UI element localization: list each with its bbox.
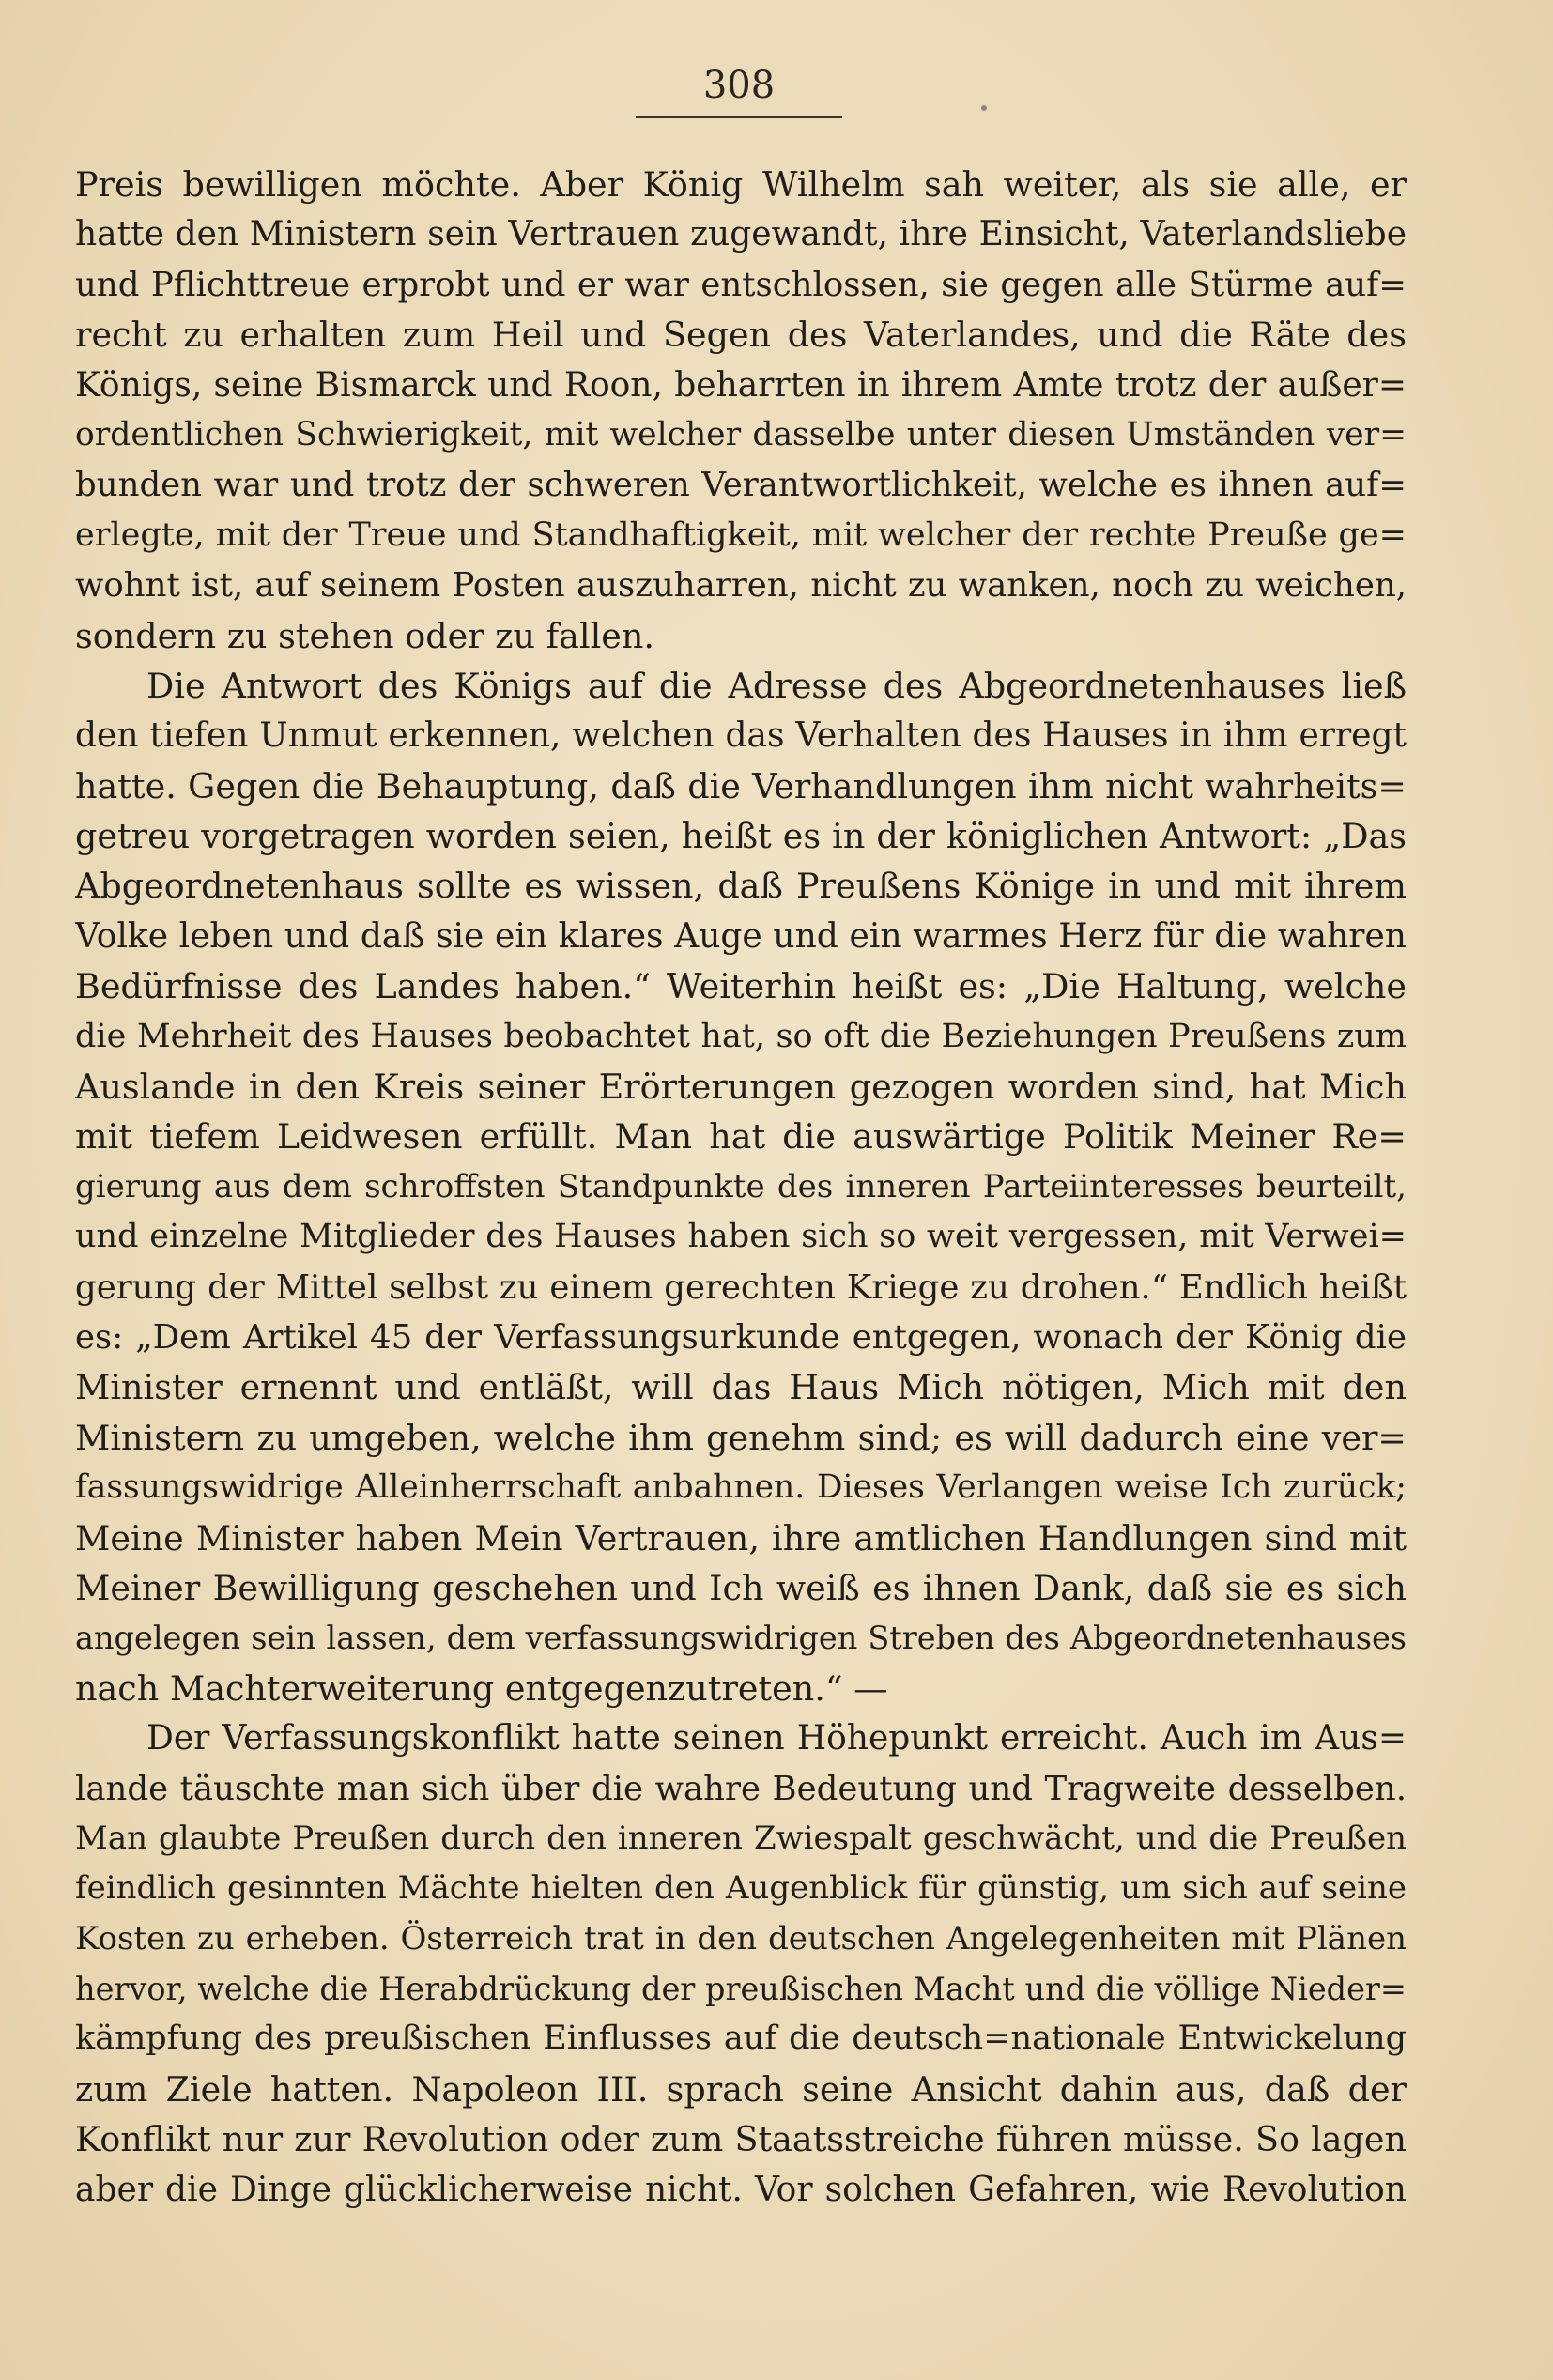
text-line: lande täuschte man sich über die wahre Bedeutung und Tragweite desselben. [75,1769,1407,1808]
text-line: Man glaubte Preußen durch den inneren Zwiespalt geschwächt, und die Preußen [75,1819,1407,1857]
text-line: und einzelne Mitglieder des Hauses haben sich so weit vergessen, mit Verwei= [75,1218,1407,1256]
text-line: Konflikt nur zur Revolution oder zum Staatsstreiche führen müsse. So lagen [75,2119,1407,2160]
text-line: Preis bewilligen möchte. Aber König Wilhelm sah weiter, als sie alle, er [75,164,1407,205]
text-line: Volke leben und daß sie ein klares Auge und ein warmes Herz für die wahren [75,916,1407,956]
paper-speck [981,105,987,111]
text-line: hervor, welche die Herabdrückung der preußischen Macht und die völlige Nieder= [75,1971,1407,2008]
text-line: feindlich gesinnten Mächte hielten den Augenblick für günstig, um sich auf seine [75,1869,1407,1908]
text-line: Königs, seine Bismarck und Roon, beharrten in ihrem Amte trotz der außer= [75,365,1407,405]
text-line: Der Verfassungskonflikt hatte seinen Höhepunkt erreicht. Auch im Aus= [146,1719,1407,1758]
text-line: es: „Dem Artikel 45 der Verfassungsurkunde entgegen, wonach der König die [75,1317,1407,1357]
text-line: sondern zu stehen oder zu fallen. [75,615,654,656]
header-rule [636,116,842,118]
text-line: Meiner Bewilligung geschehen und Ich weiß es ihnen Dank, daß sie es sich [75,1567,1407,1608]
text-line: recht zu erhalten zum Heil und Segen des Vaterlandes, und die Räte des [75,315,1407,356]
text-line: den tiefen Unmut erkennen, welchen das Verhalten des Hauses in ihm erregt [75,716,1407,756]
text-line: Die Antwort des Königs auf die Adresse des Abgeordnetenhauses ließ [146,665,1407,706]
text-line: Ministern zu umgeben, welche ihm genehm sind; es will dadurch eine ver= [75,1417,1407,1458]
text-line: Auslande in den Kreis seiner Erörterungen gezogen worden sind, hat Mich [75,1067,1407,1108]
text-line: aber die Dinge glücklicherweise nicht. Vor solchen Gefahren, wie Revolution [75,2170,1407,2209]
text-line: ordentlichen Schwierigkeit, mit welcher dasselbe unter diesen Umständen ver= [75,415,1407,453]
text-line: gierung aus dem schroffsten Standpunkte des inneren Parteiinteresses beurteilt, [75,1167,1407,1205]
text-line: kämpfung des preußischen Einflusses auf die deutsch=nationale Entwickelung [75,2019,1407,2058]
text-line: hatte den Ministern sein Vertrauen zugewandt, ihre Einsicht, Vaterlandsliebe [75,215,1407,254]
text-line: erlegte, mit der Treue und Standhaftigkeit, mit welcher der rechte Preuße ge= [75,515,1407,554]
text-line: und Pflichttreue erprobt und er war entschlossen, sie gegen alle Stürme auf= [75,265,1407,304]
text-line: fassungswidrige Alleinherrschaft anbahnen. Dieses Verlangen weise Ich zurück; [75,1468,1407,1507]
text-line: Meine Minister haben Mein Vertrauen, ihre amtlichen Handlungen sind mit [75,1517,1407,1559]
text-line: gerung der Mittel selbst zu einem gerechten Kriege zu drohen.“ Endlich heißt [75,1267,1407,1307]
page-number: 308 [702,64,776,107]
text-line: getreu vorgetragen worden seien, heißt es in der königlichen Antwort: „Das [75,816,1407,857]
text-line: bunden war und trotz der schweren Verantwortlichkeit, welche es ihnen auf= [75,466,1407,505]
body-text [75,160,1407,2215]
text-line: Bedürfnisse des Landes haben.“ Weiterhin heißt es: „Die Haltung, welche [75,966,1407,1007]
text-line: Minister ernennt und entläßt, will das Haus Mich nötigen, Mich mit den [75,1367,1407,1408]
text-line: Kosten zu erheben. Österreich trat in den deutschen Angelegenheiten mit Plänen [75,1919,1407,1958]
text-line: hatte. Gegen die Behauptung, daß die Verhandlungen ihm nicht wahrheits= [75,765,1407,806]
text-line: wohnt ist, auf seinem Posten auszuharren, nicht zu wanken, noch zu weichen, [75,566,1407,606]
text-line: nach Machterweiterung entgegenzutreten.“ — [75,1667,888,1709]
text-line: Abgeordnetenhaus sollte es wissen, daß Preußens Könige in und mit ihrem [75,866,1407,907]
text-line: mit tiefem Leidwesen erfüllt. Man hat die auswärtige Politik Meiner Re= [75,1116,1407,1158]
text-line: die Mehrheit des Hauses beobachtet hat, so oft die Beziehungen Preußens zum [75,1017,1407,1055]
text-line: angelegen sein lassen, dem verfassungswidrigen Streben des Abgeordnetenhauses [75,1620,1407,1657]
text-line: zum Ziele hatten. Napoleon III. sprach seine Ansicht dahin aus, daß der [75,2068,1407,2110]
